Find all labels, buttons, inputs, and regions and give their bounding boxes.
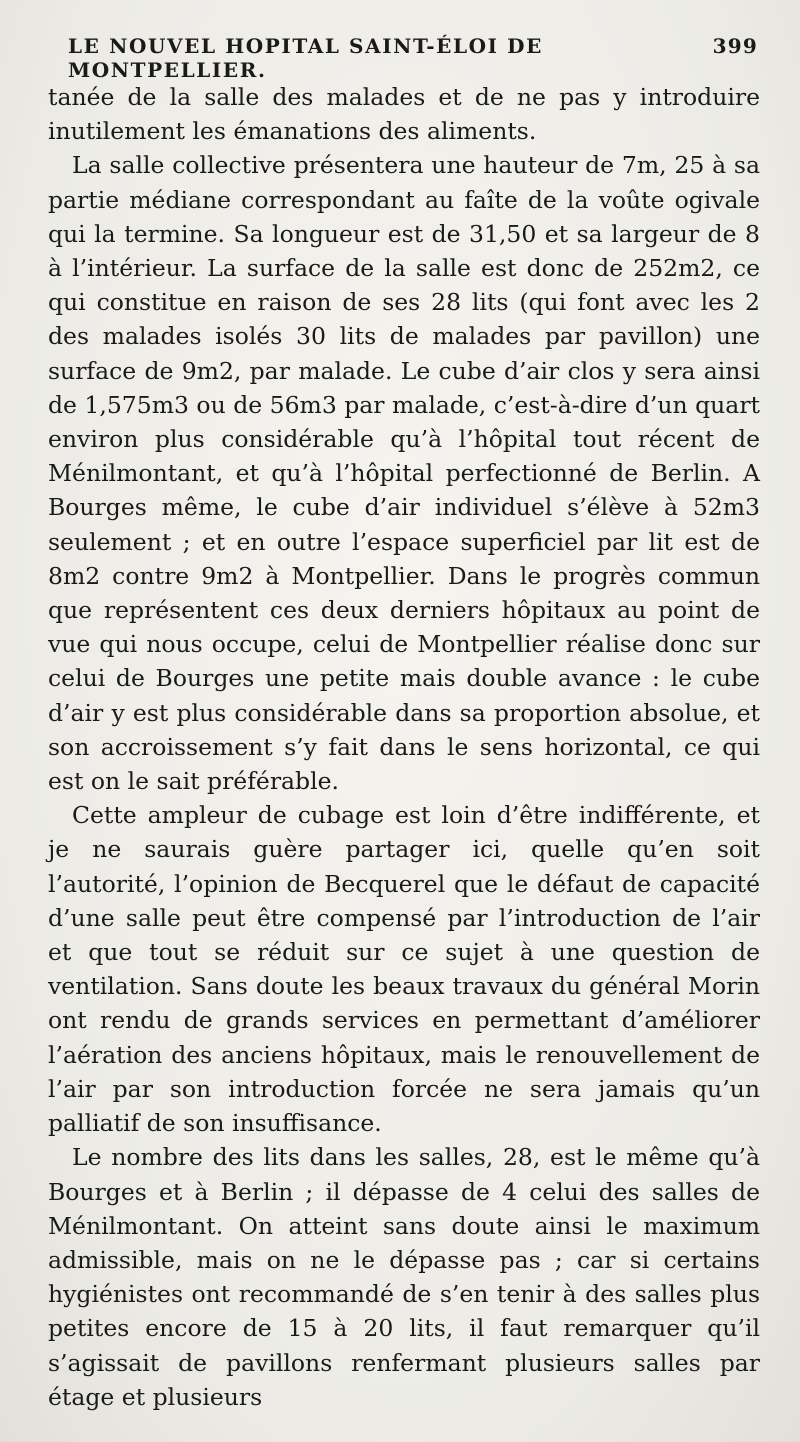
body-text — [48, 80, 760, 1414]
paragraph-room-dimensions: La salle collective présentera une hauteur de 7m, 25 à sa partie médiane correspondant au faîte de la voûte ogivale qui la termine. Sa longueur est de 31,50 et sa largeur de 8 à l’intérieur. La surface de la salle est donc de 252m2, ce qui constitue en raison de ses 28 lits (qui font avec les 2 des malades isolés 30 lits de malades par pavillon) une surface de 9m2, par malade. Le cube d’air clos y sera ainsi de 1,575m3 ou de 56m3 par malade, c’est-à-dire d’un quart environ plus considérable qu’à l’hôpital tout récent de Ménilmontant, et qu’à l’hôpital perfectionné de Berlin. A Bourges même, le cube d’air individuel s’élève à 52m3 seulement ; et en outre l’espace superficiel par lit est de 8m2 contre 9m2 à Montpellier. Dans le progrès commun que représentent ces deux derniers hôpitaux au point de vue qui nous occupe, celui de Montpellier réalise donc sur celui de Bourges une petite mais double avance : le cube d’air y est plus considérable dans sa proportion absolue, et son accroissement s’y fait dans le sens horizontal, ce qui est on le sait préférable. — [48, 151, 760, 796]
running-title: LE NOUVEL HOPITAL SAINT-ÉLOI DE MONTPELLIER. — [68, 34, 543, 82]
paragraph-cubage: Cette ampleur de cubage est loin d’être indifférente, et je ne saurais guère partager ici, quelle qu’en soit l’autorité, l’opinion de Becquerel que le défaut de capacité d’une salle peut être compensé par l’introduction de l’air et que tout se réduit sur ce sujet à une question de ventilation. Sans doute les beaux travaux du général Morin ont rendu de grands services en permettant d’améliorer l’aération des anciens hôpitaux, mais le renouvellement de l’air par son introduction forcée ne sera jamais qu’un palliatif de son insuffisance. — [48, 801, 760, 1138]
paragraph-bed-count: Le nombre des lits dans les salles, 28, est le même qu’à Bourges et à Berlin ; il dépasse de 4 celui des salles de Ménilmontant. On atteint sans doute ainsi le maximum admissible, mais on ne le dépasse pas ; car si certains hygiénistes ont recommandé de s’en tenir à des salles plus petites encore de 15 à 20 lits, il faut remarquer qu’il s’agissait de pavillons renfermant plusieurs salles par étage et plusieurs — [48, 1143, 760, 1411]
paragraph-continued: tanée de la salle des malades et de ne pas y introduire inutilement les émanations des aliments. — [48, 83, 760, 146]
running-header — [68, 34, 758, 82]
page-number: 399 — [712, 34, 758, 58]
